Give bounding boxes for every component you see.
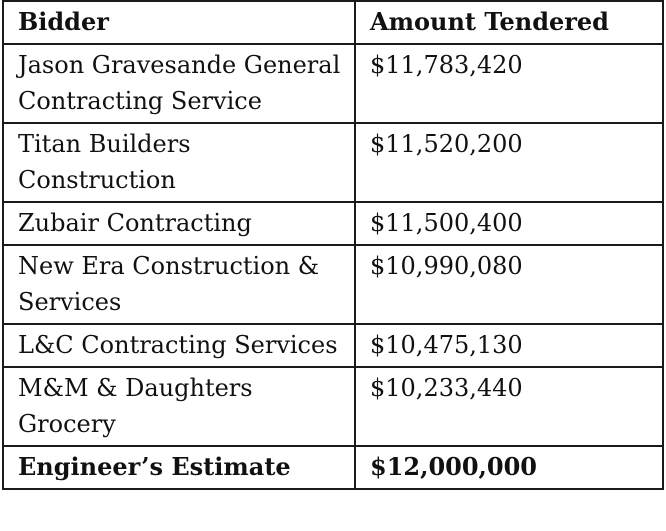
- engineers-estimate-row: [3, 446, 663, 489]
- bidder-cell: Titan Builders Construction: [3, 123, 355, 202]
- bidder-cell: New Era Construction & Services: [3, 245, 355, 324]
- table-row: [3, 44, 663, 123]
- bidder-cell: Jason Gravesande General Contracting Service: [3, 44, 355, 123]
- bidder-cell: L&C Contracting Services: [3, 324, 355, 367]
- table-row: [3, 123, 663, 202]
- table-row: [3, 245, 663, 324]
- estimate-label: Engineer’s Estimate: [3, 446, 355, 489]
- header-row: [3, 1, 663, 44]
- table-row: [3, 367, 663, 446]
- bid-tender-table: [2, 0, 664, 490]
- amount-cell: $10,233,440: [355, 367, 663, 446]
- amount-cell: $11,520,200: [355, 123, 663, 202]
- estimate-amount: $12,000,000: [355, 446, 663, 489]
- table-row: [3, 202, 663, 245]
- table-row: [3, 324, 663, 367]
- amount-cell: $11,783,420: [355, 44, 663, 123]
- bidder-column-header: Bidder: [3, 1, 355, 44]
- bidder-cell: M&M & Daughters Grocery: [3, 367, 355, 446]
- bidder-cell: Zubair Contracting: [3, 202, 355, 245]
- amount-cell: $11,500,400: [355, 202, 663, 245]
- amount-cell: $10,475,130: [355, 324, 663, 367]
- amount-column-header: Amount Tendered: [355, 1, 663, 44]
- amount-cell: $10,990,080: [355, 245, 663, 324]
